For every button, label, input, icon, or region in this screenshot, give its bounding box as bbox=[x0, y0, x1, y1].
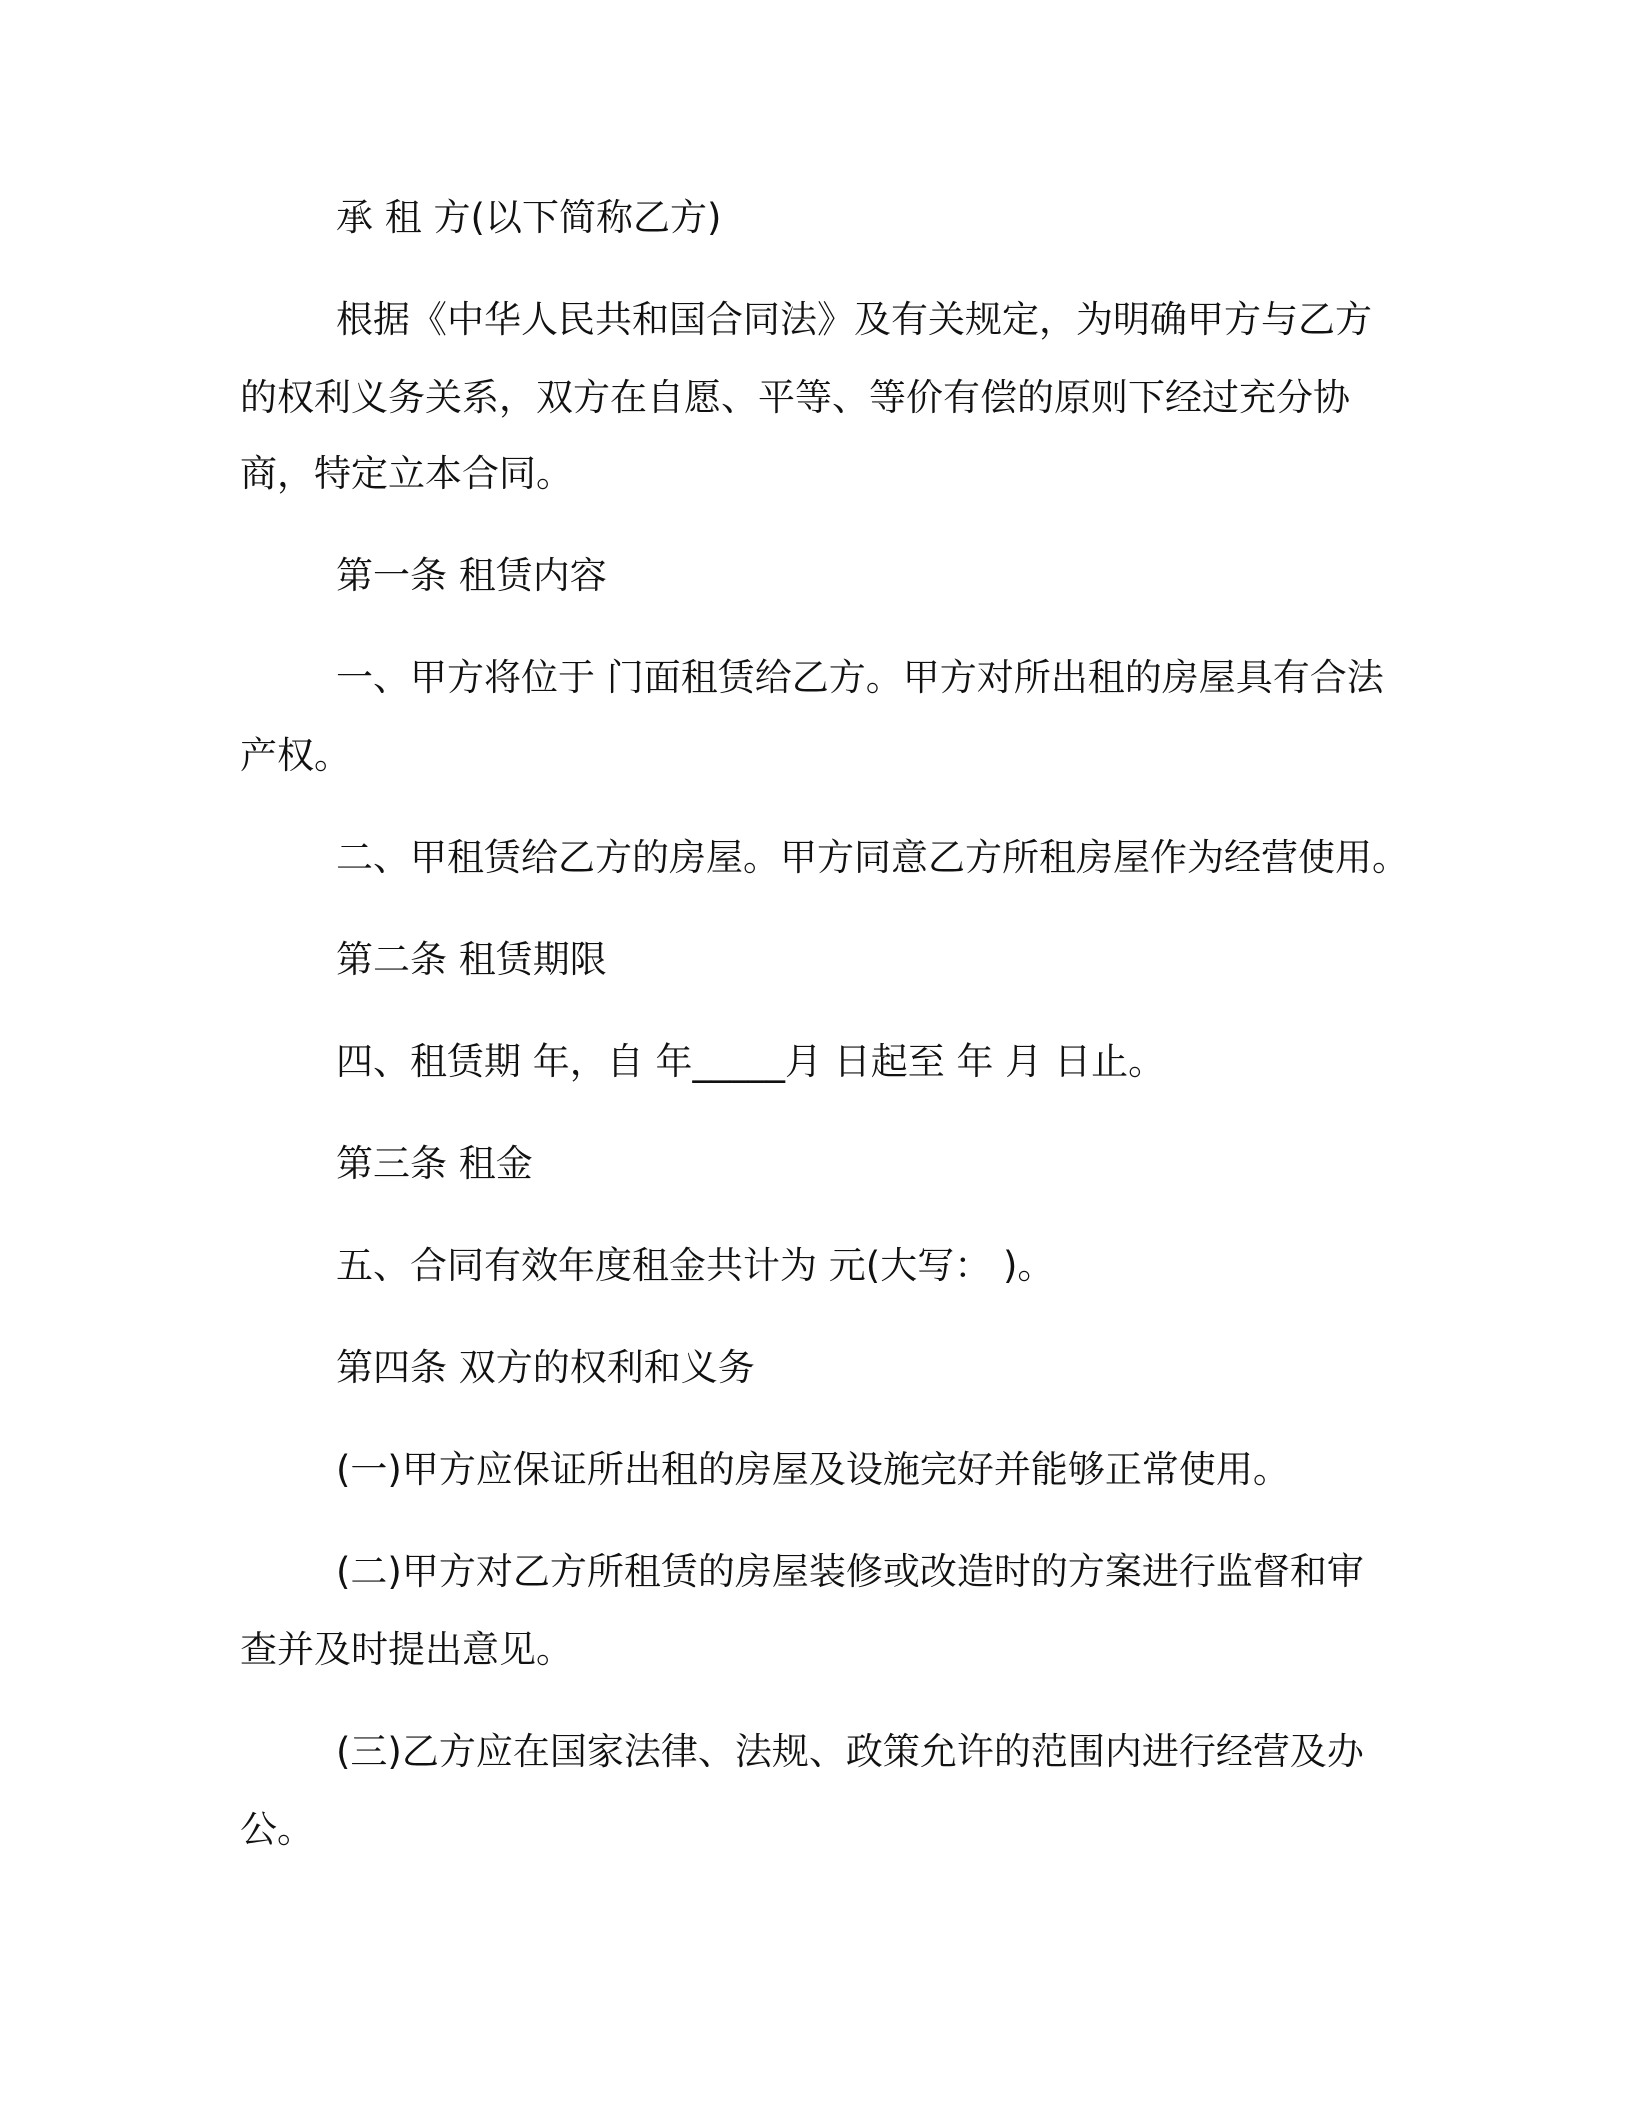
clause-1-line-2: 产权。 bbox=[240, 734, 351, 777]
article-1-heading: 第一条 租赁内容 bbox=[336, 554, 607, 597]
article-4-heading: 第四条 双方的权利和义务 bbox=[336, 1346, 755, 1389]
duty-3-line-1: (三)乙方应在国家法律、法规、政策允许的范围内进行经营及办 bbox=[336, 1730, 1364, 1773]
preamble-line-3: 商，特定立本合同。 bbox=[240, 452, 573, 495]
clause-5-line: 五、合同有效年度租金共计为 元(大写： )。 bbox=[336, 1244, 1055, 1287]
duty-2-line-2: 查并及时提出意见。 bbox=[240, 1628, 573, 1671]
preamble-line-1: 根据《中华人民共和国合同法》及有关规定，为明确甲方与乙方 bbox=[336, 298, 1372, 341]
duty-3-line-2: 公。 bbox=[240, 1808, 314, 1851]
article-2-heading: 第二条 租赁期限 bbox=[336, 938, 607, 981]
article-3-heading: 第三条 租金 bbox=[336, 1142, 533, 1185]
duty-1-line: (一)甲方应保证所出租的房屋及设施完好并能够正常使用。 bbox=[336, 1448, 1290, 1491]
clause-2-line: 二、甲租赁给乙方的房屋。甲方同意乙方所租房屋作为经营使用。 bbox=[336, 836, 1409, 879]
preamble-line-2: 的权利义务关系，双方在自愿、平等、等价有偿的原则下经过充分协 bbox=[240, 376, 1350, 419]
lessee-line: 承 租 方(以下简称乙方) bbox=[336, 196, 722, 239]
clause-1-line-1: 一、甲方将位于 门面租赁给乙方。甲方对所出租的房屋具有合法 bbox=[336, 656, 1384, 699]
clause-4-line: 四、租赁期 年，自 年_____月 日起至 年 月 日止。 bbox=[336, 1040, 1166, 1083]
duty-2-line-1: (二)甲方对乙方所租赁的房屋装修或改造时的方案进行监督和审 bbox=[336, 1550, 1364, 1593]
